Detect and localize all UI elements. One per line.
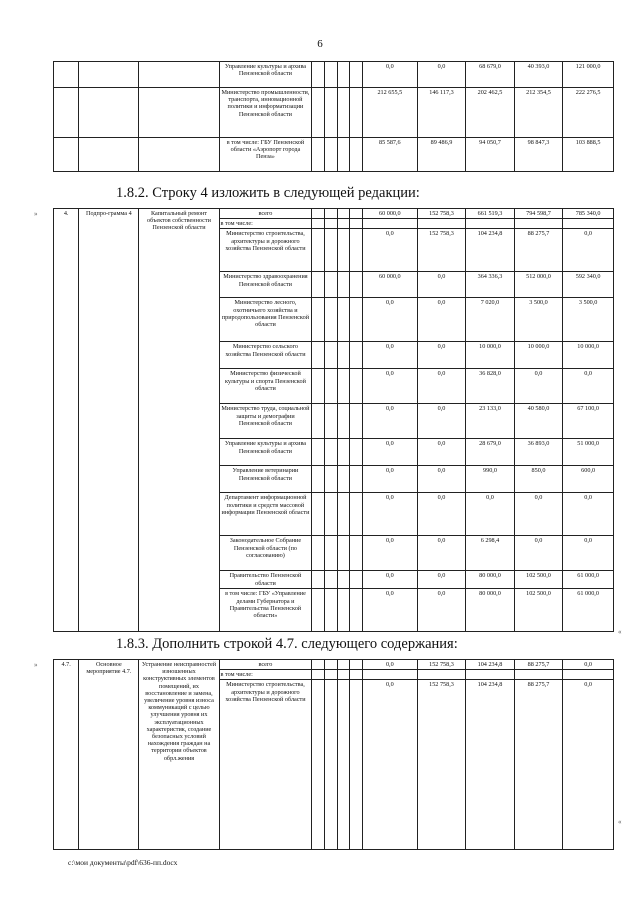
empty-cell — [337, 493, 350, 536]
empty-cell — [312, 493, 325, 536]
value-cell: 600,0 — [563, 466, 614, 493]
value-cell: 0,0 — [563, 229, 614, 272]
executor-cell: Министерство лесного, охотничьего хозяйства и природопользования Пензенской области — [219, 298, 312, 342]
value-cell: 152 758,3 — [417, 229, 466, 272]
value-cell: 36 893,0 — [514, 439, 563, 466]
row-number-cell: 4.7. — [54, 660, 79, 850]
value-cell: 10 000,0 — [514, 342, 563, 369]
empty-cell — [139, 88, 219, 138]
empty-cell — [312, 229, 325, 272]
value-cell: 212 655,5 — [362, 88, 417, 138]
empty-cell — [324, 62, 337, 88]
empty-cell — [563, 670, 614, 680]
value-cell: 0,0 — [417, 493, 466, 536]
empty-cell — [337, 229, 350, 272]
executor-cell: Министерство строительства, архитектуры и дорожного хозяйства Пензенской области — [219, 680, 312, 850]
value-cell: 60 000,0 — [362, 209, 417, 219]
executor-cell: Министерство промышленности, транспорта, инновационной политики и информатизации Пензенской области — [219, 88, 312, 138]
total-label-cell: всего — [219, 660, 312, 670]
value-cell: 80 000,0 — [466, 589, 515, 632]
empty-cell — [324, 404, 337, 439]
value-cell: 0,0 — [362, 369, 417, 404]
including-label-cell: в том числе: — [219, 219, 312, 229]
value-cell: 0,0 — [362, 439, 417, 466]
value-cell: 51 000,0 — [563, 439, 614, 466]
empty-cell — [337, 589, 350, 632]
section-heading-1-8-3: 1.8.3. Дополнить строкой 4.7. следующего содержания: — [116, 636, 458, 652]
empty-cell — [350, 680, 363, 850]
empty-cell — [324, 298, 337, 342]
executor-cell: Министерство труда, социальной защиты и демографии Пензенской области — [219, 404, 312, 439]
value-cell: 80 000,0 — [466, 571, 515, 589]
value-cell: 0,0 — [417, 342, 466, 369]
table-row — [54, 138, 614, 172]
value-cell: 990,0 — [466, 466, 515, 493]
empty-cell — [324, 571, 337, 589]
value-cell: 794 598,7 — [514, 209, 563, 219]
empty-cell — [312, 439, 325, 466]
empty-cell — [312, 680, 325, 850]
value-cell: 512 000,0 — [514, 272, 563, 298]
empty-cell — [350, 229, 363, 272]
empty-cell — [337, 342, 350, 369]
empty-cell — [350, 298, 363, 342]
value-cell: 10 000,0 — [563, 342, 614, 369]
empty-cell — [350, 138, 363, 172]
empty-cell — [324, 680, 337, 850]
empty-cell — [350, 493, 363, 536]
empty-cell — [350, 88, 363, 138]
empty-cell — [79, 138, 139, 172]
empty-cell — [350, 589, 363, 632]
value-cell: 40 393,0 — [514, 62, 563, 88]
empty-cell — [337, 298, 350, 342]
value-cell: 36 828,0 — [466, 369, 515, 404]
executor-cell: Законодательное Собрание Пензенской области (по согласованию) — [219, 536, 312, 571]
page-number: 6 — [317, 38, 323, 50]
empty-cell — [324, 493, 337, 536]
value-cell: 0,0 — [417, 298, 466, 342]
empty-cell — [312, 536, 325, 571]
value-cell: 202 462,5 — [466, 88, 515, 138]
empty-cell — [350, 670, 363, 680]
table-row-4-7 — [53, 659, 614, 850]
including-label-cell: в том числе: — [219, 670, 312, 680]
empty-cell — [337, 138, 350, 172]
empty-cell — [312, 342, 325, 369]
empty-cell — [350, 439, 363, 466]
value-cell: 88 275,7 — [514, 229, 563, 272]
empty-cell — [337, 680, 350, 850]
value-cell: 104 234,8 — [466, 680, 515, 850]
empty-cell — [350, 369, 363, 404]
description-cell: Устранение неисправностей изношенных конструктивных элементов помещений, их восстановление и замена, увеличение уровня износа коммуникаций с целью улучшения уровня их эксплуатационных характеристик, создание безопасных условий нахождения граждан на территории объектов обрл.жения — [139, 660, 219, 850]
empty-cell — [312, 209, 325, 219]
value-cell: 104 234,8 — [466, 229, 515, 272]
empty-cell — [350, 342, 363, 369]
value-cell: 0,0 — [514, 493, 563, 536]
value-cell: 10 000,0 — [466, 342, 515, 369]
empty-cell — [79, 88, 139, 138]
empty-cell — [337, 466, 350, 493]
value-cell: 152 758,3 — [417, 209, 466, 219]
empty-cell — [563, 219, 614, 229]
value-cell: 0,0 — [417, 404, 466, 439]
value-cell: 88 275,7 — [514, 680, 563, 850]
value-cell: 0,0 — [563, 536, 614, 571]
empty-cell — [466, 670, 515, 680]
empty-cell — [350, 571, 363, 589]
table-row-total — [54, 660, 614, 670]
program-name-cell: Основное мероприятие 4.7. — [79, 660, 139, 850]
value-cell: 3 500,0 — [563, 298, 614, 342]
executor-cell: Правительство Пензенской области — [219, 571, 312, 589]
value-cell: 89 486,9 — [417, 138, 466, 172]
empty-cell — [324, 466, 337, 493]
value-cell: 0,0 — [466, 493, 515, 536]
value-cell: 0,0 — [563, 680, 614, 850]
value-cell: 61 000,0 — [563, 571, 614, 589]
value-cell: 0,0 — [563, 660, 614, 670]
empty-cell — [350, 62, 363, 88]
table-continuation — [53, 61, 614, 172]
value-cell: 0,0 — [563, 493, 614, 536]
table-row-total — [54, 209, 614, 219]
empty-cell — [324, 272, 337, 298]
empty-cell — [54, 138, 79, 172]
empty-cell — [337, 571, 350, 589]
value-cell: 0,0 — [417, 466, 466, 493]
empty-cell — [362, 219, 417, 229]
value-cell: 3 500,0 — [514, 298, 563, 342]
margin-mark-close-1: « — [618, 628, 622, 636]
file-path-footer: c:\мои документы\pdf\636-пп.docx — [68, 858, 178, 867]
empty-cell — [514, 670, 563, 680]
executor-cell: Управление культуры и архива Пензенской области — [219, 439, 312, 466]
value-cell: 0,0 — [514, 536, 563, 571]
empty-cell — [337, 62, 350, 88]
value-cell: 850,0 — [514, 466, 563, 493]
executor-cell: Департамент информационной политики и средств массовой информации Пензенской области — [219, 493, 312, 536]
empty-cell — [350, 404, 363, 439]
empty-cell — [312, 589, 325, 632]
empty-cell — [350, 536, 363, 571]
empty-cell — [337, 439, 350, 466]
empty-cell — [417, 670, 466, 680]
empty-cell — [337, 536, 350, 571]
empty-cell — [139, 138, 219, 172]
executor-cell: Министерство здравоохранения Пензенской области — [219, 272, 312, 298]
table-row-4 — [53, 208, 614, 632]
value-cell: 661 519,3 — [466, 209, 515, 219]
empty-cell — [514, 219, 563, 229]
value-cell: 222 276,5 — [563, 88, 614, 138]
margin-mark-open-1: » — [34, 210, 38, 218]
value-cell: 0,0 — [563, 369, 614, 404]
value-cell: 0,0 — [362, 660, 417, 670]
empty-cell — [324, 369, 337, 404]
value-cell: 0,0 — [362, 62, 417, 88]
empty-cell — [312, 298, 325, 342]
empty-cell — [337, 670, 350, 680]
value-cell: 0,0 — [417, 571, 466, 589]
empty-cell — [312, 88, 325, 138]
value-cell: 0,0 — [362, 536, 417, 571]
program-name-cell: Подпро-грамма 4 — [79, 209, 139, 632]
executor-cell: Управление ветеринарии Пензенской области — [219, 466, 312, 493]
empty-cell — [312, 62, 325, 88]
empty-cell — [324, 342, 337, 369]
empty-cell — [312, 272, 325, 298]
empty-cell — [417, 219, 466, 229]
value-cell: 152 758,3 — [417, 680, 466, 850]
empty-cell — [324, 209, 337, 219]
value-cell: 0,0 — [362, 404, 417, 439]
value-cell: 0,0 — [362, 493, 417, 536]
value-cell: 152 758,3 — [417, 660, 466, 670]
value-cell: 0,0 — [362, 589, 417, 632]
empty-cell — [324, 670, 337, 680]
empty-cell — [312, 369, 325, 404]
empty-cell — [337, 209, 350, 219]
value-cell: 28 679,0 — [466, 439, 515, 466]
empty-cell — [54, 62, 79, 88]
table-row — [54, 88, 614, 138]
value-cell: 7 020,0 — [466, 298, 515, 342]
value-cell: 0,0 — [417, 272, 466, 298]
empty-cell — [324, 138, 337, 172]
value-cell: 364 336,3 — [466, 272, 515, 298]
empty-cell — [350, 466, 363, 493]
executor-cell: в том числе: ГБУ Пензенской области «Аэропорт города Пенза» — [219, 138, 312, 172]
margin-mark-open-2: » — [34, 661, 38, 669]
row-number-cell: 4. — [54, 209, 79, 632]
value-cell: 103 888,5 — [563, 138, 614, 172]
value-cell: 0,0 — [362, 680, 417, 850]
empty-cell — [362, 670, 417, 680]
value-cell: 102 500,0 — [514, 571, 563, 589]
empty-cell — [350, 660, 363, 670]
empty-cell — [312, 466, 325, 493]
empty-cell — [350, 272, 363, 298]
empty-cell — [324, 229, 337, 272]
value-cell: 0,0 — [362, 571, 417, 589]
empty-cell — [337, 404, 350, 439]
empty-cell — [324, 219, 337, 229]
description-cell: Капитальный ремонт объектов собственности Пензенской области — [139, 209, 219, 632]
empty-cell — [337, 369, 350, 404]
empty-cell — [324, 589, 337, 632]
value-cell: 146 117,3 — [417, 88, 466, 138]
empty-cell — [337, 219, 350, 229]
empty-cell — [337, 272, 350, 298]
value-cell: 592 340,0 — [563, 272, 614, 298]
value-cell: 785 340,0 — [563, 209, 614, 219]
empty-cell — [350, 209, 363, 219]
value-cell: 61 000,0 — [563, 589, 614, 632]
table-row — [54, 62, 614, 88]
value-cell: 0,0 — [417, 369, 466, 404]
value-cell: 68 679,0 — [466, 62, 515, 88]
value-cell: 94 050,7 — [466, 138, 515, 172]
empty-cell — [312, 571, 325, 589]
empty-cell — [324, 660, 337, 670]
executor-cell: Министерство физической культуры и спорта Пензенской области — [219, 369, 312, 404]
empty-cell — [312, 660, 325, 670]
value-cell: 60 000,0 — [362, 272, 417, 298]
value-cell: 104 234,8 — [466, 660, 515, 670]
value-cell: 121 000,0 — [563, 62, 614, 88]
executor-cell: Министерство сельского хозяйства Пензенской области — [219, 342, 312, 369]
executor-cell: Управление культуры и архива Пензенской области — [219, 62, 312, 88]
value-cell: 67 100,0 — [563, 404, 614, 439]
empty-cell — [312, 404, 325, 439]
value-cell: 88 275,7 — [514, 660, 563, 670]
value-cell: 23 133,0 — [466, 404, 515, 439]
empty-cell — [466, 219, 515, 229]
value-cell: 102 500,0 — [514, 589, 563, 632]
value-cell: 0,0 — [417, 589, 466, 632]
value-cell: 0,0 — [362, 342, 417, 369]
empty-cell — [350, 219, 363, 229]
value-cell: 0,0 — [417, 536, 466, 571]
section-heading-1-8-2: 1.8.2. Строку 4 изложить в следующей редакции: — [116, 185, 420, 201]
empty-cell — [324, 536, 337, 571]
value-cell: 0,0 — [362, 298, 417, 342]
total-label-cell: всего — [219, 209, 312, 219]
value-cell: 98 847,3 — [514, 138, 563, 172]
value-cell: 0,0 — [514, 369, 563, 404]
value-cell: 40 580,0 — [514, 404, 563, 439]
empty-cell — [337, 88, 350, 138]
value-cell: 6 298,4 — [466, 536, 515, 571]
empty-cell — [312, 670, 325, 680]
value-cell: 0,0 — [362, 466, 417, 493]
empty-cell — [54, 88, 79, 138]
empty-cell — [324, 439, 337, 466]
executor-cell: в том числе: ГБУ «Управление делами Губернатора и Правительства Пензенской области» — [219, 589, 312, 632]
value-cell: 0,0 — [362, 229, 417, 272]
value-cell: 212 354,5 — [514, 88, 563, 138]
value-cell: 0,0 — [417, 439, 466, 466]
empty-cell — [324, 88, 337, 138]
margin-mark-close-2: « — [618, 818, 622, 826]
empty-cell — [312, 219, 325, 229]
empty-cell — [312, 138, 325, 172]
executor-cell: Министерство строительства, архитектуры и дорожного хозяйства Пензенской области — [219, 229, 312, 272]
empty-cell — [337, 660, 350, 670]
empty-cell — [139, 62, 219, 88]
value-cell: 85 587,6 — [362, 138, 417, 172]
value-cell: 0,0 — [417, 62, 466, 88]
empty-cell — [79, 62, 139, 88]
